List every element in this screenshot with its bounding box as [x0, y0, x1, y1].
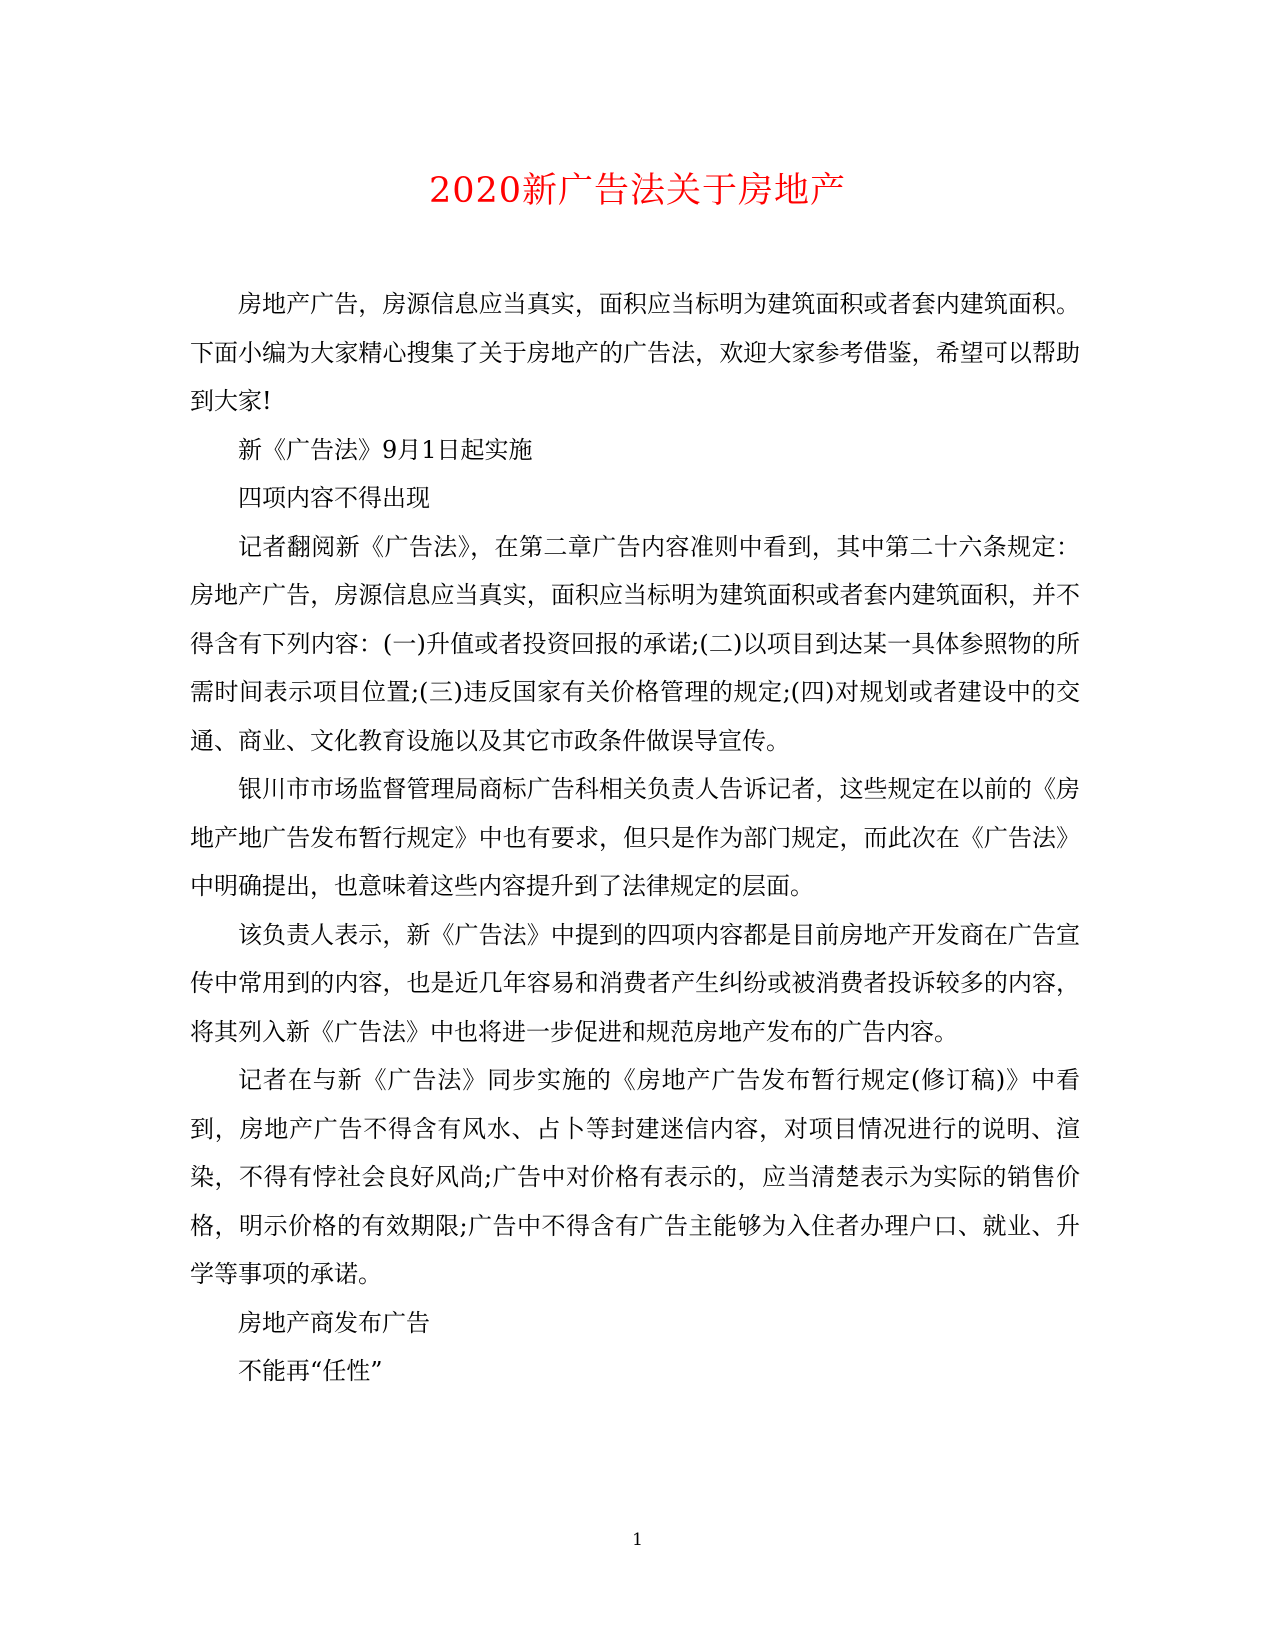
paragraph-heading-developers: 房地产商发布广告 — [238, 1308, 430, 1337]
document-title: 2020新广告法关于房地产 — [428, 171, 847, 211]
paragraph-official-statement: 该负责人表示，新《广告法》中提到的四项内容都是目前房地产开发商在广告宣传中常用到的内容，也是近几年容易和消费者产生纠纷或被消费者投诉较多的内容，将其列入新《广告法》中也将进一步促进和规范房地产发布的广告内容。 — [190, 920, 1080, 1046]
page-number: 1 — [632, 1530, 643, 1550]
paragraph-revised-regulations: 记者在与新《广告法》同步实施的《房地产广告发布暂行规定(修订稿)》中看到，房地产广告不得含有风水、占卜等封建迷信内容，对项目情况进行的说明、渲染，不得有悖社会良好风尚;广告中对价格有表示的，应当清楚表示为实际的销售价格，明示价格的有效期限;广告中不得含有广告主能够为入住者办理户口、就业、升学等事项的承诺。 — [190, 1066, 1080, 1288]
document-body — [190, 280, 1080, 1396]
paragraph-heading-no-longer: 不能再“任性” — [238, 1357, 383, 1385]
paragraph-heading-four-items: 四项内容不得出现 — [238, 484, 430, 512]
paragraph-heading-effective-date: 新《广告法》9月1日起实施 — [238, 435, 533, 464]
paragraph-yinchuan-official: 银川市市场监督管理局商标广告科相关负责人告诉记者，这些规定在以前的《房地产地广告发布暂行规定》中也有要求，但只是作为部门规定，而此次在《广告法》中明确提出，也意味着这些内容提升到了法律规定的层面。 — [190, 775, 1080, 900]
paragraph-article-26: 记者翻阅新《广告法》，在第二章广告内容准则中看到，其中第二十六条规定：房地产广告，房源信息应当真实，面积应当标明为建筑面积或者套内建筑面积，并不得含有下列内容：(一)升值或者投资回报的承诺;(二)以项目到达某一具体参照物的所需时间表示项目位置;(三)违反国家有关价格管理的规定;(四)对规划或者建设中的交通、商业、文化教育设施以及其它市政条件做误导宣传。 — [190, 532, 1080, 755]
paragraph-intro: 房地产广告，房源信息应当真实，面积应当标明为建筑面积或者套内建筑面积。下面小编为大家精心搜集了关于房地产的广告法，欢迎大家参考借鉴，希望可以帮助到大家! — [190, 290, 1080, 415]
